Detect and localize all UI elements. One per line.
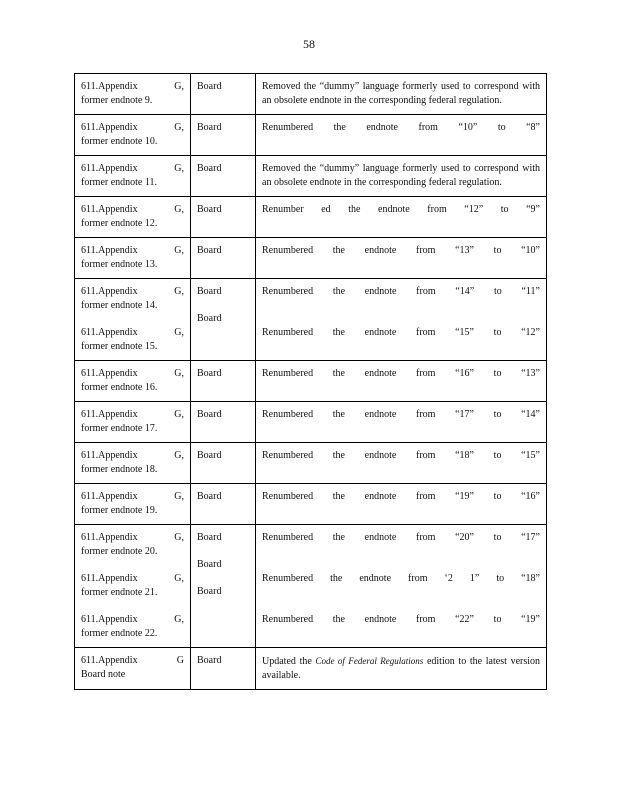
table-row bbox=[75, 74, 547, 115]
table-row bbox=[75, 279, 547, 361]
section-part: G, bbox=[174, 81, 184, 92]
section-cell bbox=[75, 197, 191, 238]
changed-by: Board bbox=[197, 163, 222, 174]
section-line bbox=[81, 572, 184, 586]
section-line bbox=[81, 244, 184, 258]
changed-by: Board bbox=[197, 491, 222, 502]
changed-by: Board bbox=[197, 368, 222, 379]
section-part: G, bbox=[174, 532, 184, 543]
description: Renumbered the endnote from “15” to “12” bbox=[262, 327, 540, 338]
description-text: edition to the latest version available. bbox=[262, 656, 541, 681]
description bbox=[256, 648, 546, 689]
description-cell bbox=[256, 484, 547, 525]
section-line bbox=[81, 121, 184, 135]
section-line-2: former endnote 12. bbox=[81, 218, 158, 229]
section-line-2: former endnote 20. bbox=[81, 546, 158, 557]
section-part: 611.Appendix bbox=[81, 286, 138, 297]
description: Renumbered the endnote from “13” to “10” bbox=[262, 245, 540, 256]
section-line-2: former endnote 14. bbox=[81, 300, 158, 311]
section-part: 611.Appendix bbox=[81, 491, 138, 502]
changed-by-cell bbox=[191, 443, 256, 484]
section-line bbox=[81, 490, 184, 504]
description: Renumbered the endnote from “16” to “13” bbox=[262, 368, 540, 379]
changed-by: Board bbox=[197, 409, 222, 420]
description: Renumbered the endnote from “10” to “8” bbox=[262, 122, 540, 133]
changed-by-cell bbox=[191, 525, 256, 648]
section-part: G, bbox=[174, 163, 184, 174]
cfr-title: Code of Federal Regulations bbox=[315, 656, 424, 666]
section-line-2: former endnote 15. bbox=[81, 341, 158, 352]
section-part: G, bbox=[174, 327, 184, 338]
table-row bbox=[75, 156, 547, 197]
table-row bbox=[75, 115, 547, 156]
section-cell bbox=[75, 115, 191, 156]
section-line-2: former endnote 10. bbox=[81, 136, 158, 147]
changes-table-body bbox=[75, 74, 547, 690]
section-part: 611.Appendix bbox=[81, 409, 138, 420]
changed-by-cell bbox=[191, 197, 256, 238]
section-part: 611.Appendix bbox=[81, 655, 138, 666]
description-cell bbox=[256, 443, 547, 484]
changed-by: Board bbox=[197, 286, 222, 297]
section-cell bbox=[75, 648, 191, 690]
section-line-2: former endnote 21. bbox=[81, 587, 158, 598]
description-cell bbox=[256, 115, 547, 156]
changed-by-cell bbox=[191, 279, 256, 361]
section-line bbox=[81, 367, 184, 381]
section-part: 611.Appendix bbox=[81, 573, 138, 584]
description-cell bbox=[256, 197, 547, 238]
changed-by: Board bbox=[197, 532, 222, 543]
description: Renumbered the endnote from “14” to “11” bbox=[262, 286, 540, 297]
section-line bbox=[81, 285, 184, 299]
section-line bbox=[81, 80, 184, 94]
section-part: 611.Appendix bbox=[81, 450, 138, 461]
changes-table bbox=[74, 73, 547, 690]
table-row bbox=[75, 402, 547, 443]
section-part: 611.Appendix bbox=[81, 163, 138, 174]
changed-by-cell bbox=[191, 74, 256, 115]
section-part: G, bbox=[174, 450, 184, 461]
section-cell bbox=[75, 238, 191, 279]
description: Removed the “dummy” language formerly used to correspond with an obsolete endnote in the corresponding federal regulation. bbox=[262, 81, 540, 106]
section-cell bbox=[75, 279, 191, 361]
description: Renumbered the endnote from “20” to “17” bbox=[262, 532, 540, 543]
section-line bbox=[81, 408, 184, 422]
changed-by: Board bbox=[197, 655, 222, 666]
section-line bbox=[81, 654, 184, 668]
section-line-2: former endnote 13. bbox=[81, 259, 158, 270]
section-line-2: former endnote 18. bbox=[81, 464, 158, 475]
changed-by: Board bbox=[197, 122, 222, 133]
section-cell bbox=[75, 443, 191, 484]
section-line-2: former endnote 22. bbox=[81, 628, 158, 639]
description-cell bbox=[256, 156, 547, 197]
section-part: G, bbox=[174, 491, 184, 502]
section-part: 611.Appendix bbox=[81, 81, 138, 92]
section-line-2: Board note bbox=[81, 669, 126, 680]
description: Renumbered the endnote from ‘2 1” to “18” bbox=[262, 573, 540, 584]
page-number: 58 bbox=[303, 37, 315, 51]
section-part: G, bbox=[174, 573, 184, 584]
section-part: G, bbox=[174, 409, 184, 420]
table-row bbox=[75, 443, 547, 484]
table-row bbox=[75, 525, 547, 648]
section-part: G, bbox=[174, 368, 184, 379]
changed-by-cell bbox=[191, 402, 256, 443]
section-line bbox=[81, 162, 184, 176]
changed-by: Board bbox=[197, 313, 222, 324]
description-cell bbox=[256, 402, 547, 443]
section-part: 611.Appendix bbox=[81, 122, 138, 133]
section-part: 611.Appendix bbox=[81, 368, 138, 379]
section-part: 611.Appendix bbox=[81, 327, 138, 338]
description: Renumber ed the endnote from “12” to “9” bbox=[262, 204, 540, 215]
section-line bbox=[81, 449, 184, 463]
section-part: G, bbox=[174, 122, 184, 133]
table-row bbox=[75, 484, 547, 525]
changed-by: Board bbox=[197, 559, 222, 570]
section-part: 611.Appendix bbox=[81, 245, 138, 256]
description-cell bbox=[256, 525, 547, 648]
description-text: Updated the bbox=[262, 656, 316, 667]
description-cell bbox=[256, 74, 547, 115]
changed-by-cell bbox=[191, 361, 256, 402]
section-cell bbox=[75, 74, 191, 115]
description-cell bbox=[256, 361, 547, 402]
description-cell bbox=[256, 648, 547, 690]
section-line-2: former endnote 19. bbox=[81, 505, 158, 516]
section-part: G, bbox=[174, 286, 184, 297]
description: Renumbered the endnote from “19” to “16” bbox=[262, 491, 540, 502]
section-line-2: former endnote 17. bbox=[81, 423, 158, 434]
description-cell bbox=[256, 238, 547, 279]
changed-by: Board bbox=[197, 586, 222, 597]
changed-by-cell bbox=[191, 484, 256, 525]
section-part: G bbox=[176, 655, 184, 666]
table-row bbox=[75, 361, 547, 402]
section-part: 611.Appendix bbox=[81, 532, 138, 543]
section-cell bbox=[75, 156, 191, 197]
description: Renumbered the endnote from “17” to “14” bbox=[262, 409, 540, 420]
section-cell bbox=[75, 361, 191, 402]
section-line bbox=[81, 531, 184, 545]
description: Removed the “dummy” language formerly used to correspond with an obsolete endnote in the corresponding federal regulation. bbox=[262, 163, 540, 188]
section-part: G, bbox=[174, 614, 184, 625]
changed-by-cell bbox=[191, 648, 256, 690]
section-line-2: former endnote 9. bbox=[81, 95, 153, 106]
section-part: G, bbox=[174, 245, 184, 256]
changed-by: Board bbox=[197, 245, 222, 256]
section-line bbox=[81, 203, 184, 217]
section-part: G, bbox=[174, 204, 184, 215]
table-row bbox=[75, 197, 547, 238]
section-line bbox=[81, 326, 184, 340]
changed-by-cell bbox=[191, 115, 256, 156]
section-line-2: former endnote 11. bbox=[81, 177, 157, 188]
changed-by-cell bbox=[191, 156, 256, 197]
changed-by-cell bbox=[191, 238, 256, 279]
section-cell bbox=[75, 402, 191, 443]
description: Renumbered the endnote from “18” to “15” bbox=[262, 450, 540, 461]
section-line-2: former endnote 16. bbox=[81, 382, 158, 393]
changed-by: Board bbox=[197, 81, 222, 92]
section-line bbox=[81, 613, 184, 627]
section-part: 611.Appendix bbox=[81, 614, 138, 625]
description: Renumbered the endnote from “22” to “19” bbox=[262, 614, 540, 625]
changed-by: Board bbox=[197, 204, 222, 215]
table-row bbox=[75, 648, 547, 690]
table-row bbox=[75, 238, 547, 279]
changed-by: Board bbox=[197, 450, 222, 461]
description-cell bbox=[256, 279, 547, 361]
section-part: 611.Appendix bbox=[81, 204, 138, 215]
section-cell bbox=[75, 525, 191, 648]
section-cell bbox=[75, 484, 191, 525]
